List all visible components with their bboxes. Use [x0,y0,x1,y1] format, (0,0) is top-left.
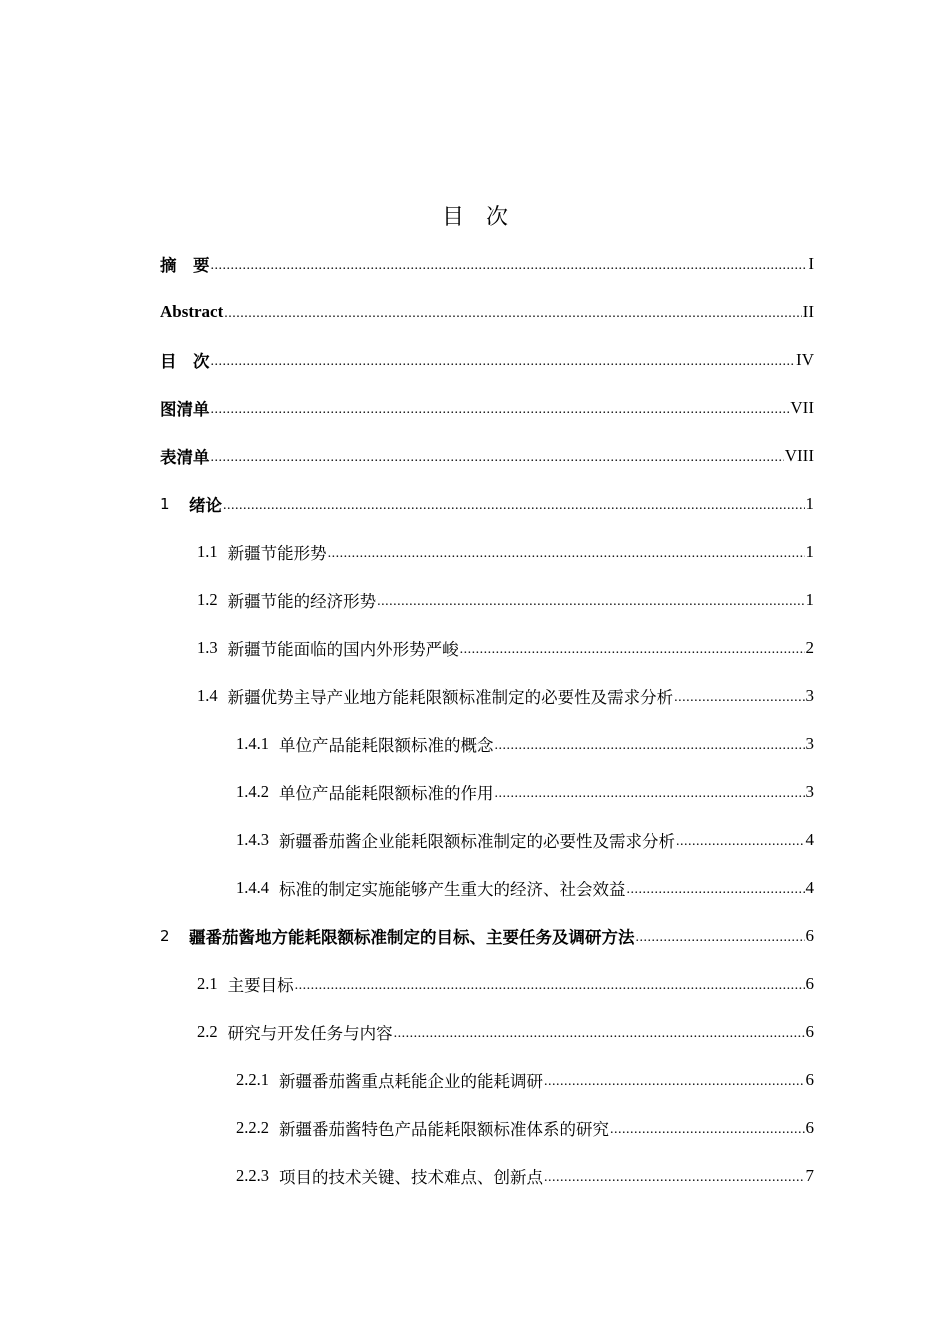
toc-leader-dots [676,834,805,850]
toc-leader-dots [295,978,805,994]
toc-entry-number: 1.4.2 [236,782,269,801]
toc-leader-dots [460,642,805,658]
toc-entry-page: 6 [805,1022,814,1041]
toc-entry-title: 项目的技术关键、技术难点、创新点 [279,1168,543,1187]
toc-entry-number: 2.2.3 [236,1166,269,1185]
toc-entry-number: 1.4 [197,686,218,705]
toc-entry-number: 2.1 [197,974,218,993]
toc-entry-page: VIII [784,446,814,465]
toc-leader-dots [544,1074,805,1090]
toc-entry-number: 1.1 [197,542,218,561]
toc-entry[interactable] [160,816,814,864]
toc-leader-dots [211,450,784,466]
toc-leader-dots [610,1122,805,1138]
toc-entry-title: 图清单 [160,400,210,419]
toc-entry-title: 新疆优势主导产业地方能耗限额标准制定的必要性及需求分析 [227,688,674,707]
toc-entry-title: 新疆节能的经济形势 [227,592,377,611]
toc-leader-dots [211,402,790,418]
toc-entry-page: 1 [805,590,814,609]
toc-entry-number: 1.4.4 [236,878,269,897]
toc-entry[interactable] [160,768,814,816]
toc-leader-dots [211,354,796,370]
table-of-contents [160,240,814,1200]
toc-entry-number: 1.4.3 [236,830,269,849]
toc-entry-page: 7 [805,1166,814,1185]
toc-entry[interactable] [160,384,814,432]
toc-entry[interactable] [160,1152,814,1200]
toc-entry-title: 标准的制定实施能够产生重大的经济、社会效益 [279,880,626,899]
toc-entry-title: Abstract [160,302,224,321]
toc-entry[interactable] [160,336,814,384]
toc-entry[interactable] [160,672,814,720]
toc-entry-page: 3 [805,686,814,705]
toc-entry-page: I [808,254,814,273]
toc-entry-page: 1 [805,542,814,561]
toc-leader-dots [394,1026,805,1042]
toc-entry-page: 3 [805,782,814,801]
toc-leader-dots [377,594,804,610]
toc-leader-dots [223,498,805,514]
toc-entry-page: 6 [805,926,814,945]
toc-entry-number: 1.3 [197,638,218,657]
toc-entry[interactable] [160,912,814,960]
toc-leader-dots [495,786,805,802]
toc-entry-title: 表清单 [160,448,210,467]
toc-entry-number: 1 [160,495,170,513]
toc-entry-number: 2 [160,927,170,945]
page-title: 目 次 [441,205,508,230]
toc-entry[interactable] [160,960,814,1008]
toc-entry-title: 新疆番茄酱特色产品能耗限额标准体系的研究 [279,1120,609,1139]
toc-entry-number: 2.2.2 [236,1118,269,1137]
toc-entry-number: 1.2 [197,590,218,609]
toc-entry-page: 6 [805,1070,814,1089]
toc-entry[interactable] [160,288,814,336]
toc-entry-title: 摘 要 [160,256,210,275]
toc-entry-title: 主要目标 [227,976,294,995]
toc-entry-title: 绪论 [189,496,222,515]
toc-entry-page: 2 [805,638,814,657]
toc-entry[interactable] [160,1056,814,1104]
toc-entry-number: 2.2.1 [236,1070,269,1089]
toc-entry-number: 1.4.1 [236,734,269,753]
toc-entry[interactable] [160,1104,814,1152]
toc-entry[interactable] [160,240,814,288]
toc-entry-title: 单位产品能耗限额标准的概念 [279,736,494,755]
toc-entry-title: 新疆番茄酱重点耗能企业的能耗调研 [279,1072,543,1091]
toc-entry-page: 4 [805,878,814,897]
toc-entry[interactable] [160,432,814,480]
toc-entry[interactable] [160,720,814,768]
toc-leader-dots [328,546,805,562]
toc-entry-title: 疆番茄酱地方能耗限额标准制定的目标、主要任务及调研方法 [189,928,635,947]
toc-entry-page: 6 [805,974,814,993]
toc-entry-title: 新疆番茄酱企业能耗限额标准制定的必要性及需求分析 [279,832,675,851]
toc-entry-page: VII [790,398,814,417]
toc-entry-title: 研究与开发任务与内容 [227,1024,393,1043]
toc-entry-title: 新疆节能形势 [227,544,327,563]
toc-entry[interactable] [160,480,814,528]
toc-leader-dots [224,306,801,322]
toc-entry[interactable] [160,528,814,576]
toc-leader-dots [674,690,804,706]
toc-entry-page: 1 [805,494,814,513]
toc-entry-page: 6 [805,1118,814,1137]
toc-entry[interactable] [160,624,814,672]
toc-leader-dots [544,1170,805,1186]
toc-entry-number: 2.2 [197,1022,218,1041]
toc-entry-page: II [802,302,814,321]
toc-entry[interactable] [160,864,814,912]
toc-leader-dots [627,882,805,898]
toc-leader-dots [211,258,808,274]
toc-entry-page: 4 [805,830,814,849]
toc-entry-title: 目 次 [160,352,210,371]
toc-leader-dots [636,930,805,946]
toc-entry[interactable] [160,576,814,624]
toc-entry-page: 3 [805,734,814,753]
toc-leader-dots [495,738,805,754]
toc-entry-page: IV [796,350,814,369]
toc-entry-title: 新疆节能面临的国内外形势严峻 [227,640,459,659]
toc-entry-title: 单位产品能耗限额标准的作用 [279,784,494,803]
toc-entry[interactable] [160,1008,814,1056]
